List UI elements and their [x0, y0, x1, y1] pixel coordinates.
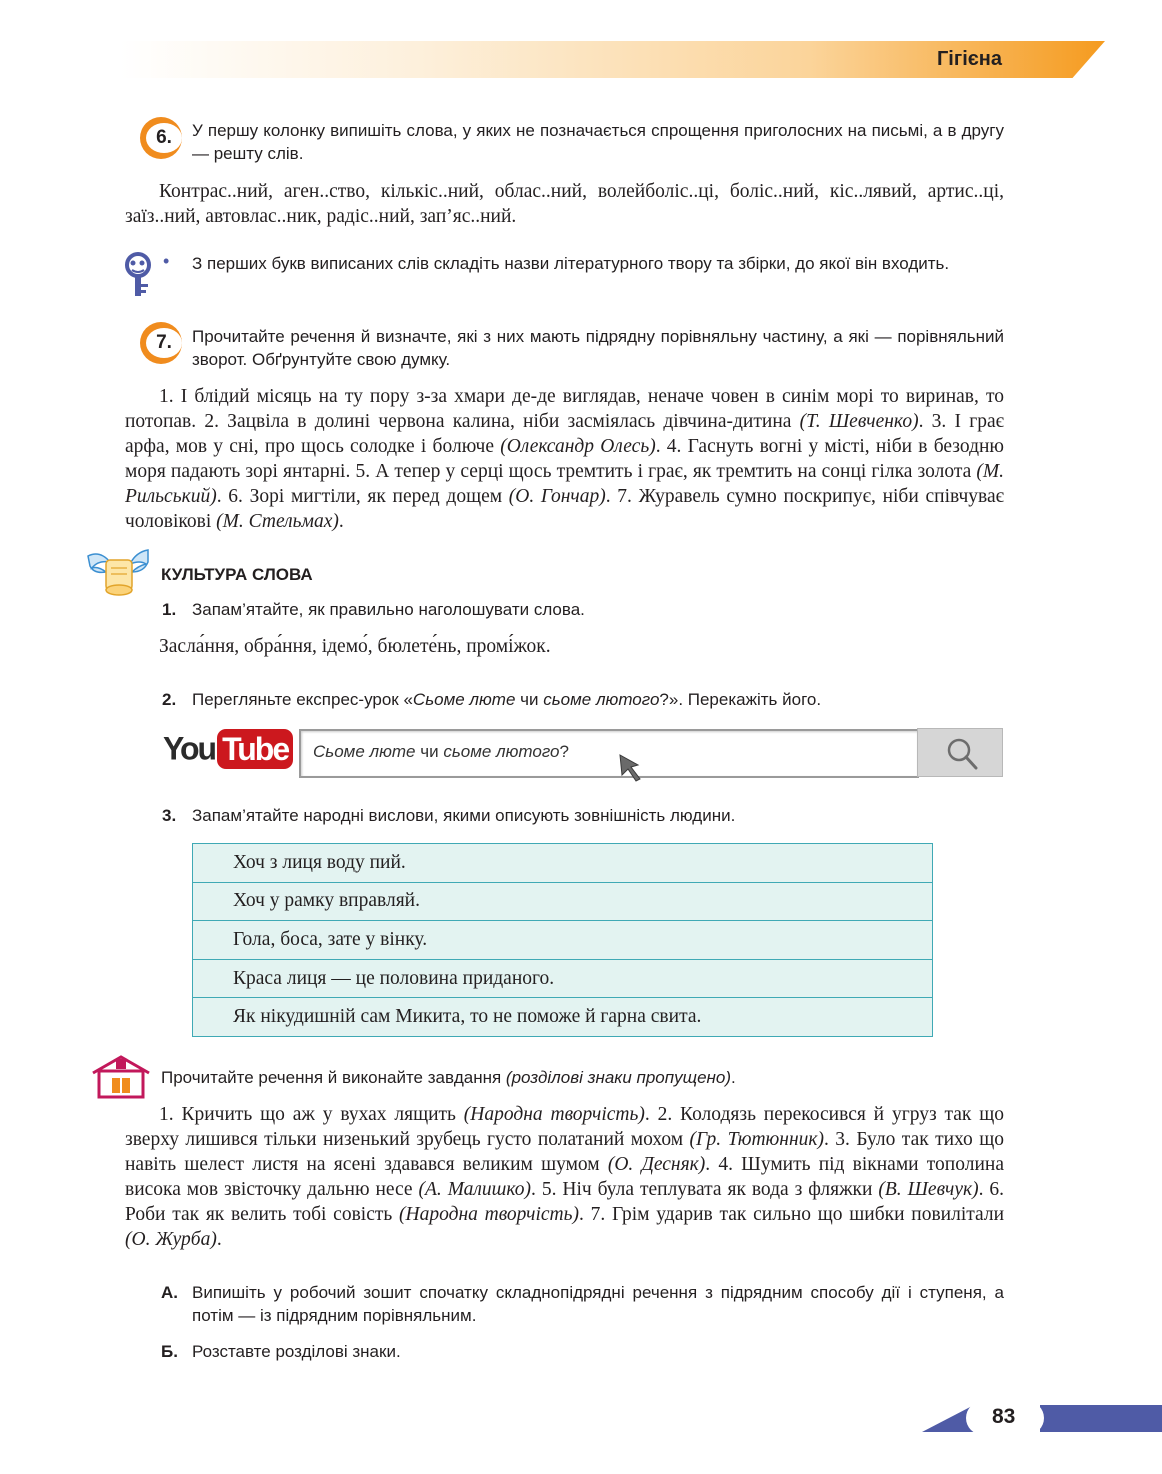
table-row	[193, 844, 933, 883]
saying-cell: Хоч з лиця воду пий.	[193, 844, 933, 883]
youtube-search-query: Сьоме люте чи сьоме лютого?	[313, 742, 569, 761]
task-7-sentences: 1. І блідий місяць на ту пору з-за хмари де-де виглядав, неначе човен в синім морі то виринав, то потопав. 2. Зацвіла в долині червона калина, ніби засміялась дівчина-дитина (Т. Шевченко). 3. І грає арфа, мов у сні, про щось солодке і болюче (Олександр Олесь). 4. Гаснуть вогні у місті, ніби в безодню моря падають зорі янтарні. 5. А тепер у серці щось тремтить і грає, як тремтить на сонці гілка золота (М. Рильський). 6. Зорі мигтіли, як перед дощем (О. Гончар). 7. Журавель сумно поскрипує, ніби співчуває чоловікові (М. Стельмах).	[125, 386, 1004, 532]
task-6-words: Контрас..ний, аген..ство, кількіс..ний, облас..ний, волейболіс..ці, боліс..ний, кіс..лявий, артис..ці, заїз..ний, автовлас..ник, радіс..ний, зап’яс..ний.	[125, 181, 1004, 227]
culture-item-1-number: 1.	[162, 600, 177, 619]
saying-cell: Як нікудишній сам Микита, то не поможе й гарна свита.	[193, 998, 933, 1037]
culture-item-2-number: 2.	[162, 690, 177, 709]
culture-item-2-text: Перегляньте експрес-урок «Сьоме люте чи сьоме лютого?». Перекажіть його.	[192, 690, 822, 709]
key-icon	[123, 252, 155, 298]
task-6-bullet-text: З перших букв виписаних слів складіть назви літературного твору та збірки, до якої він входить.	[192, 254, 950, 273]
saying-cell: Гола, боса, зате у вінку.	[193, 921, 933, 960]
table-row	[193, 921, 933, 960]
table-row	[193, 882, 933, 921]
task-7-number: 7.	[146, 328, 182, 358]
saying-cell: Хоч у рамку вправляй.	[193, 882, 933, 921]
task-8-instruction: Прочитайте речення й виконайте завдання (розділові знаки пропущено).	[161, 1068, 736, 1087]
subtask-b-label: Б.	[161, 1342, 178, 1361]
culture-item-3-text: Запам’ятайте народні вислови, якими описують зовнішність людини.	[192, 806, 736, 825]
subtask-a-label: А.	[161, 1283, 178, 1302]
culture-item-3-number: 3.	[162, 806, 177, 825]
cursor-arrow-icon	[618, 753, 646, 783]
footer-band	[1040, 1405, 1162, 1432]
magnifier-icon	[945, 737, 979, 771]
task-6-instruction: У першу колонку випишіть слова, у яких не позначається спрощення приголосних на письмі, а в другу — решту слів.	[192, 121, 1004, 163]
bullet-marker: •	[163, 251, 170, 271]
house-icon	[90, 1053, 152, 1099]
youtube-search-button[interactable]	[917, 728, 1003, 777]
sayings-table	[192, 843, 933, 1037]
task-6-badge	[140, 117, 182, 159]
chapter-title: Гігієна	[936, 48, 1002, 70]
subtask-b-text: Розставте розділові знаки.	[192, 1342, 401, 1361]
winged-scroll-icon	[84, 546, 152, 598]
saying-cell: Краса лиця — це половина приданого.	[193, 959, 933, 998]
subtask-a-text: Випишіть у робочий зошит спочатку складнопідрядні речення з підрядним способу дії і ступеня, а потім — із підрядним порівняльним.	[192, 1283, 1004, 1325]
culture-item-1-text: Запам’ятайте, як правильно наголошувати слова.	[192, 600, 585, 619]
task-7-instruction: Прочитайте речення й визначте, які з них мають підрядну порівняльну частину, а які — порівняльний зворот. Обґрунтуйте свою думку.	[192, 327, 1004, 369]
table-row	[193, 959, 933, 998]
culture-heading: КУЛЬТУРА СЛОВА	[161, 565, 313, 584]
accent-words: Заcла́ння, обра́ння, ідемо́, бюлете́нь, промі́жок.	[159, 636, 551, 657]
task-6-number: 6.	[146, 123, 182, 153]
task-7-badge	[140, 322, 182, 364]
page-number: 83	[992, 1405, 1016, 1428]
youtube-logo: You Tube	[163, 729, 293, 771]
task-8-sentences: 1. Кричить що аж у вухах лящить (Народна творчість). 2. Колодязь перекосився й угруз так що зверху лишився тільки низенький зрубець густо полатаний мохом (Гр. Тютюнник). 3. Було так тихо що навіть шелест листя на ясені здавався великим шумом (О. Десняк). 4. Шумить під вікнами тополина висока мов звісточку дальню несе (А. Малишко). 5. Ніч була теплувата як вода з фляжки (В. Шевчук). 6. Роби так як велить тобі совість (Народна творчість). 7. Грім ударив так сильно що шибки повилітали (О. Журба).	[125, 1104, 1005, 1250]
youtube-search-input[interactable]	[299, 729, 919, 778]
table-row	[193, 998, 933, 1037]
